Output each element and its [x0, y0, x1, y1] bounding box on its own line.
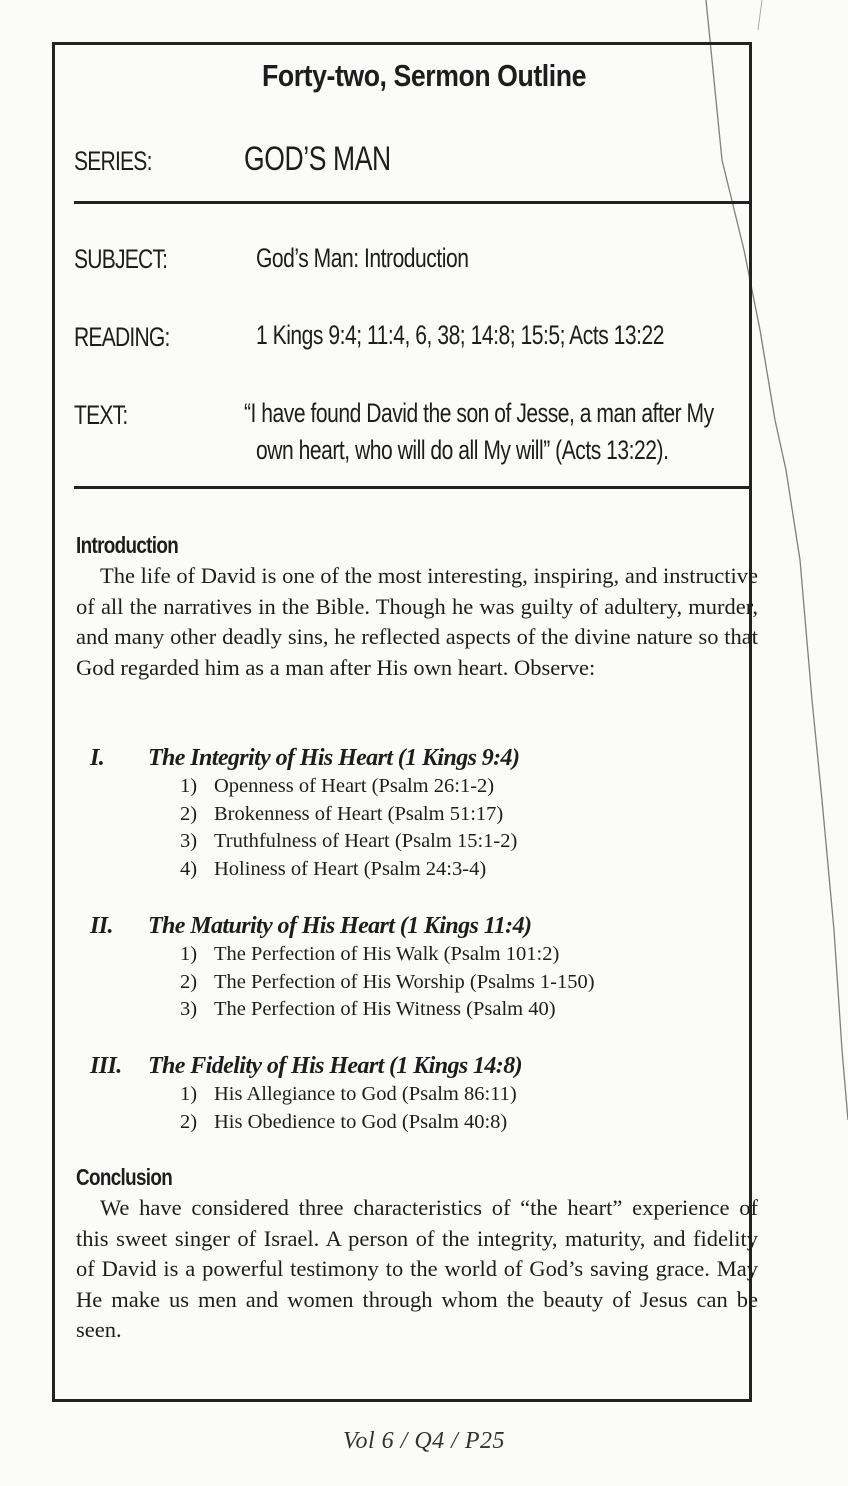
section-title: The Maturity of His Heart (1 Kings 11:4)	[148, 913, 532, 939]
text-divider	[74, 486, 752, 489]
header-divider	[74, 201, 752, 204]
section-numeral: I.	[90, 745, 105, 771]
list-item	[90, 941, 730, 969]
item-number: 2)	[180, 1110, 198, 1133]
list-item	[90, 969, 730, 997]
item-number: 1)	[180, 1083, 198, 1105]
section-title: The Integrity of His Heart (1 Kings 9:4)	[148, 745, 520, 771]
item-text: His Allegiance to God (Psalm 86:11)	[214, 1083, 517, 1105]
section-title: The Fidelity of His Heart (1 Kings 14:8)	[148, 1053, 522, 1079]
outline-section	[90, 743, 730, 883]
section-numeral: II.	[90, 913, 113, 939]
introduction-heading: Introduction	[76, 532, 179, 558]
outline-section	[90, 911, 730, 1024]
text-value-line1: “I have found David the son of Jesse, a man after My	[244, 398, 714, 428]
item-text: The Perfection of His Worship (Psalms 1-150)	[214, 970, 595, 993]
item-number: 1)	[180, 943, 198, 965]
list-item	[90, 1081, 730, 1109]
item-text: The Perfection of His Walk (Psalm 101:2)	[214, 943, 560, 965]
list-item	[90, 773, 730, 801]
text-label: TEXT:	[74, 400, 128, 430]
series-value: GOD’S MAN	[244, 140, 391, 178]
list-item	[90, 1109, 730, 1137]
subject-label: SUBJECT:	[74, 244, 168, 274]
item-number: 1)	[180, 775, 198, 797]
item-number: 2)	[180, 970, 198, 993]
text-value-line2: own heart, who will do all My will” (Acts 13:22).	[256, 435, 669, 465]
section-items	[90, 941, 730, 1024]
reading-label: READING:	[74, 322, 170, 352]
item-text: Truthfulness of Heart (Psalm 15:1-2)	[214, 830, 518, 852]
document-title: Forty-two, Sermon Outline	[261, 58, 586, 93]
section-items	[90, 1081, 730, 1136]
conclusion-heading: Conclusion	[76, 1164, 173, 1190]
introduction-body: The life of David is one of the most interesting, inspiring, and instructive of all the narratives in the Bible. Though he was guilty of adultery, murder, and many other deadly sins, he reflected aspects of the divine nature so that God regarded him as a man after His own heart. Observe:	[76, 563, 758, 680]
section-items	[90, 773, 730, 883]
item-number: 3)	[180, 830, 198, 852]
subject-value: God’s Man: Introduction	[256, 243, 469, 273]
item-text: Openness of Heart (Psalm 26:1-2)	[214, 775, 495, 797]
item-text: His Obedience to God (Psalm 40:8)	[214, 1110, 508, 1133]
item-text: The Perfection of His Witness (Psalm 40)	[214, 998, 556, 1020]
list-item	[90, 856, 730, 884]
list-item	[90, 996, 730, 1024]
list-item	[90, 801, 730, 829]
item-text: Holiness of Heart (Psalm 24:3-4)	[214, 857, 487, 880]
item-number: 2)	[180, 802, 198, 825]
reading-value: 1 Kings 9:4; 11:4, 6, 38; 14:8; 15:5; Acts 13:22	[256, 320, 665, 350]
item-number: 3)	[180, 998, 198, 1020]
page-reference: Vol 6 / Q4 / P25	[343, 1428, 505, 1454]
list-item	[90, 828, 730, 856]
item-text: Brokenness of Heart (Psalm 51:17)	[214, 802, 504, 825]
conclusion-body: We have considered three characteristics of “the heart” experience of this sweet singer of Israel. A person of the integrity, maturity, and fidelity of David is a powerful testimony to the world of God’s saving grace. May He make us men and women through whom the beauty of Jesus can be seen.	[76, 1195, 758, 1342]
outline-section	[90, 1051, 730, 1136]
section-numeral: III.	[90, 1053, 122, 1079]
item-number: 4)	[180, 857, 198, 880]
series-label: SERIES:	[74, 146, 152, 176]
